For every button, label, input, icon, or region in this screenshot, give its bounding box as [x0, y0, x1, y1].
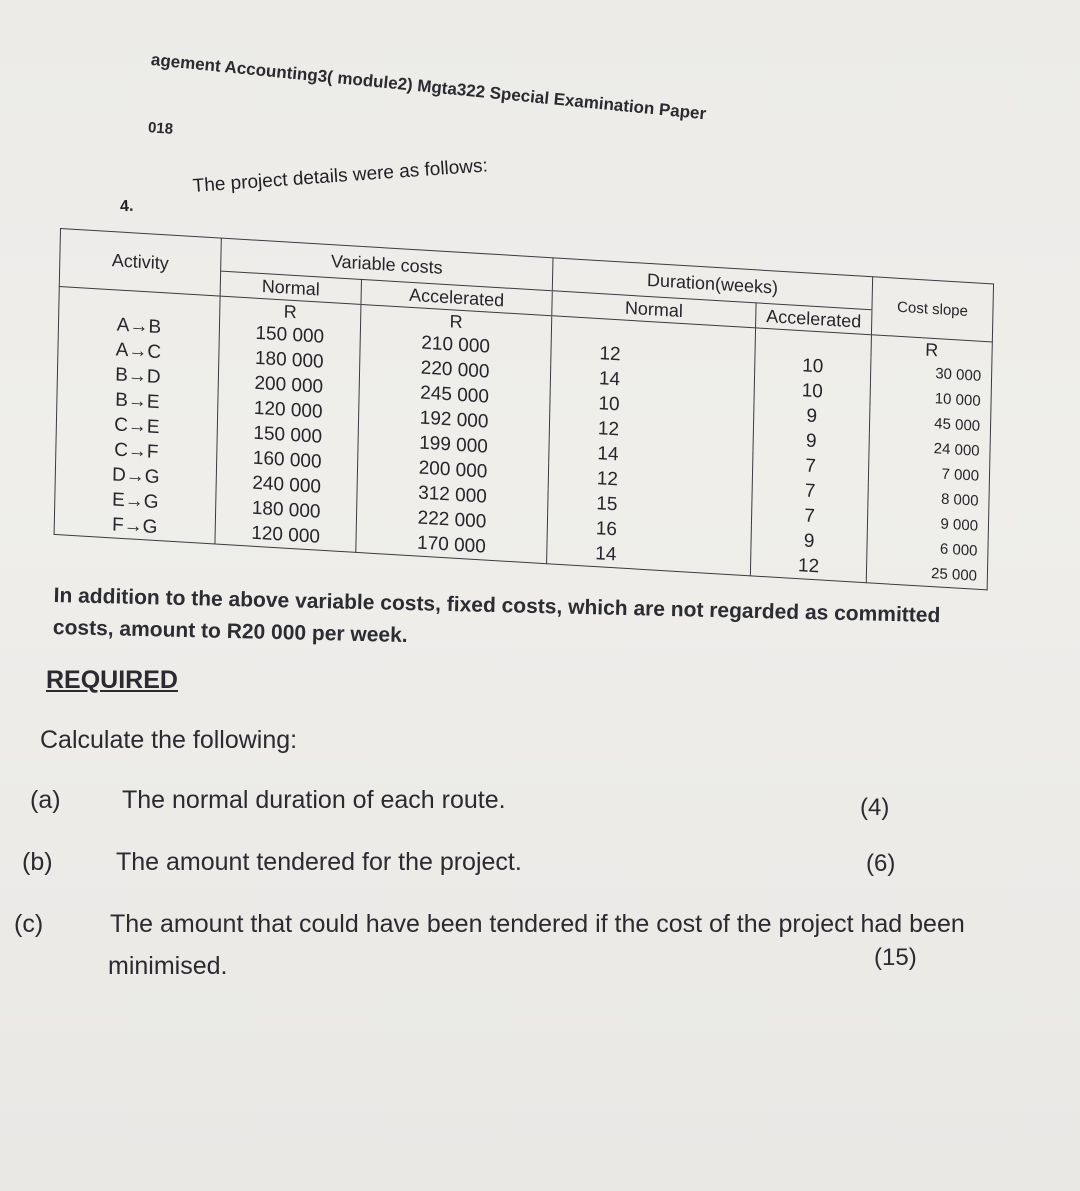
normal-cost-cell: 180 000 [215, 494, 356, 527]
normal-cost-cell: 200 000 [218, 369, 359, 402]
calculate-instruction: Calculate the following: [40, 726, 298, 754]
accelerated-cost-cell: 199 000 [358, 427, 549, 463]
normal-duration-cell: 12 [548, 463, 752, 500]
question-item-c-continued [108, 952, 508, 986]
item-label: (b) [22, 848, 53, 876]
activity-cell: A→C [58, 334, 219, 369]
normal-cost-cell: 120 000 [215, 519, 356, 553]
accelerated-duration-cell: 9 [751, 525, 867, 557]
cost-slope-cell: 9 000 [867, 507, 988, 539]
unit-slope: R [871, 335, 992, 365]
normal-duration-cell: 14 [547, 538, 751, 576]
cost-slope-cell: 45 000 [869, 407, 990, 439]
question-intro: The project details were as follows: [192, 155, 489, 197]
item-a-marks: (4) [860, 794, 890, 821]
fixed-costs-paragraph: In addition to the above variable costs, fixed costs, which are not regarded as committed costs, amount to R20 000 per week. [52, 583, 941, 648]
accelerated-cost-cell: 312 000 [357, 477, 548, 513]
normal-duration-cell: 14 [550, 363, 754, 400]
accelerated-cost-cell: 200 000 [357, 452, 548, 488]
normal-duration-cell: 12 [551, 338, 755, 375]
cost-slope-cell: 10 000 [870, 382, 991, 414]
normal-duration-cell: 12 [549, 413, 753, 450]
item-text: The amount that could have been tendered if the cost of the project had been [110, 910, 965, 938]
accelerated-duration-cell: 7 [751, 500, 867, 532]
normal-cost-cell: 240 000 [216, 469, 357, 502]
activity-cell: B→E [57, 384, 218, 419]
accelerated-cost-cell: 222 000 [356, 502, 547, 538]
unit-accelerated: R [360, 304, 551, 338]
normal-cost-cell: 150 000 [219, 319, 360, 352]
activity-cell: C→E [56, 409, 217, 444]
header-cost-slope: Cost slope [872, 277, 994, 342]
accelerated-duration-cell: 7 [752, 475, 868, 507]
item-label: (c) [14, 910, 44, 938]
item-label: (a) [30, 786, 61, 814]
accelerated-duration-cell: 12 [750, 550, 866, 582]
header-normal-duration: Normal [552, 291, 756, 328]
normal-cost-cell: 180 000 [219, 344, 360, 377]
accelerated-duration-cell: 9 [754, 400, 870, 432]
accelerated-duration-cell: 7 [752, 450, 868, 482]
accelerated-cost-cell: 245 000 [359, 377, 550, 413]
normal-duration-cell: 16 [547, 513, 751, 550]
cost-slope-cell: 24 000 [869, 432, 990, 464]
accelerated-cost-cell: 170 000 [356, 527, 547, 564]
item-c-marks: (15) [874, 944, 917, 971]
question-item-b [22, 848, 1062, 882]
header-accelerated-duration: Accelerated [756, 303, 872, 335]
question-item-a [30, 786, 1070, 820]
header-variable-costs: Variable costs [221, 238, 553, 291]
activity-cell: A→B [58, 309, 219, 344]
item-text-continued: minimised. [108, 952, 228, 980]
cost-slope-cell: 30 000 [871, 357, 992, 389]
normal-duration-cell: 10 [550, 388, 754, 425]
normal-cost-cell: 120 000 [218, 394, 359, 427]
header-activity: Activity [59, 229, 221, 297]
accelerated-duration-cell: 10 [754, 375, 870, 407]
activity-cell: F→G [54, 509, 215, 544]
header-normal-cost: Normal [220, 271, 361, 304]
item-text: The amount tendered for the project. [116, 848, 522, 876]
accelerated-cost-cell: 210 000 [360, 327, 551, 363]
cost-slope-cell: 7 000 [868, 457, 989, 489]
project-details-table [54, 228, 995, 590]
accelerated-duration-cell: 9 [753, 425, 869, 457]
cost-slope-cell: 6 000 [867, 532, 988, 564]
normal-duration-cell: 15 [548, 488, 752, 525]
accelerated-duration-cell: 10 [755, 350, 871, 382]
cost-slope-cell: 25 000 [866, 557, 987, 590]
activity-cell: D→G [55, 459, 216, 494]
activity-cell: C→F [56, 434, 217, 469]
project-details-table-wrapper [54, 228, 995, 590]
question-item-c [14, 910, 1074, 944]
header-duration: Duration(weeks) [552, 258, 872, 310]
item-text: The normal duration of each route. [122, 786, 506, 814]
activity-cell: B→D [57, 359, 218, 394]
activity-cell: E→G [55, 484, 216, 519]
question-number: 4. [119, 197, 134, 216]
paper-header: agement Accounting3( module2) Mgta322 Special Examination Paper [150, 50, 708, 124]
paper-year: 018 [147, 119, 174, 138]
accelerated-cost-cell: 192 000 [358, 402, 549, 438]
normal-duration-cell: 14 [549, 438, 753, 475]
item-b-marks: (6) [866, 850, 896, 877]
normal-cost-cell: 160 000 [216, 444, 357, 477]
cost-slope-cell: 8 000 [868, 482, 989, 514]
required-heading: REQUIRED [46, 666, 178, 694]
normal-cost-cell: 150 000 [217, 419, 358, 452]
accelerated-cost-cell: 220 000 [359, 352, 550, 388]
header-accelerated-cost: Accelerated [361, 279, 552, 315]
unit-normal: R [220, 296, 361, 327]
